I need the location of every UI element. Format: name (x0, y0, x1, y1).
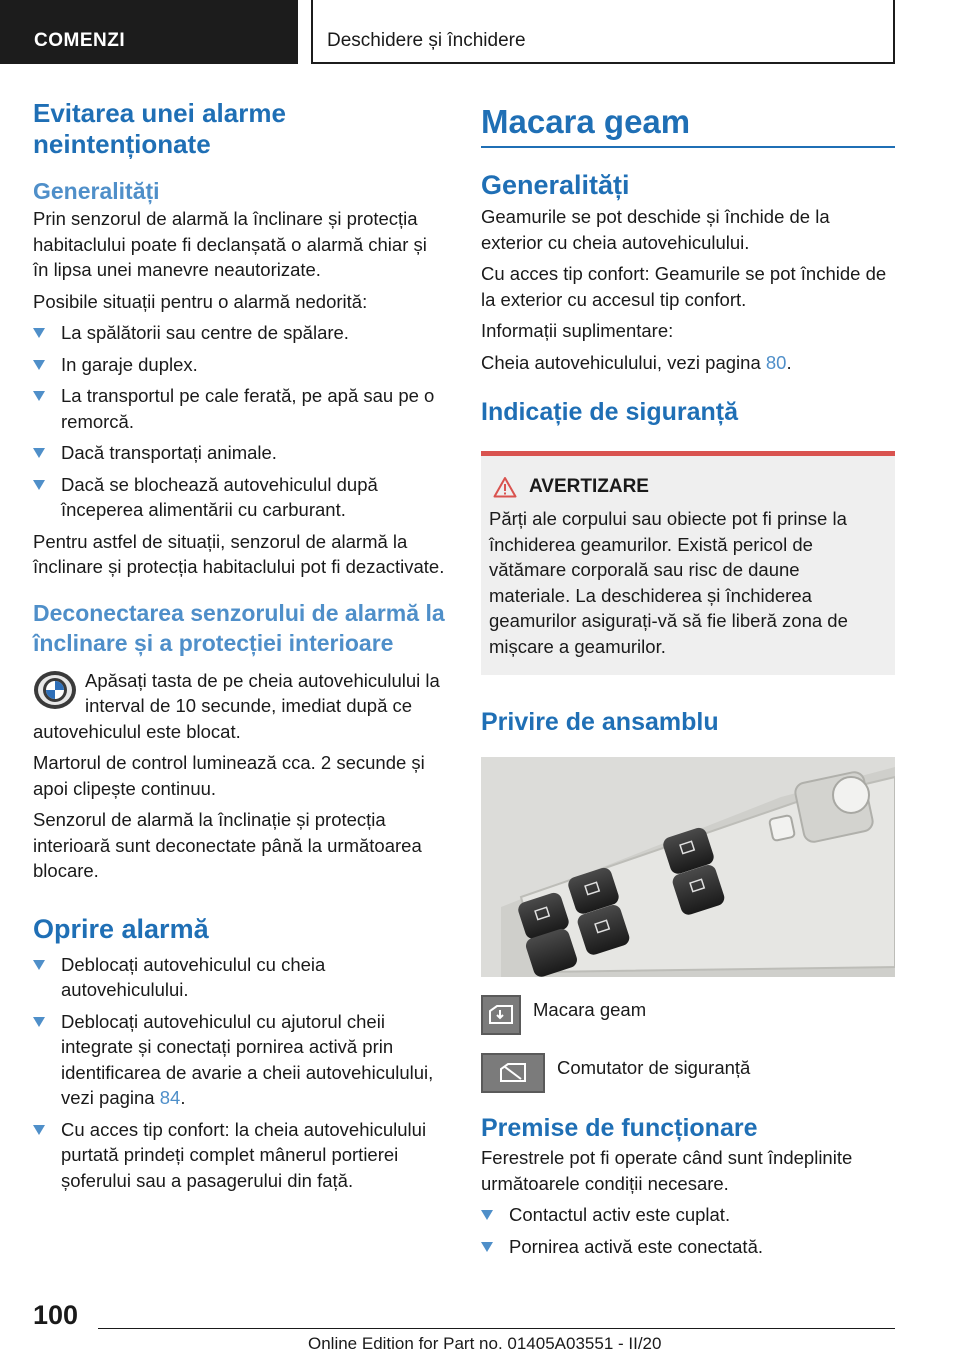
key-ref: Cheia autovehiculului, vezi pagina 80. (481, 351, 792, 373)
edition-text: Online Edition for Part no. 01405A03551 - II/20 (308, 1334, 662, 1353)
situations-list (33, 320, 445, 523)
warning-box (481, 451, 895, 675)
bullet-triangle-icon (33, 1017, 45, 1027)
deconnect-heading: Deconectarea senzorului de alarmă la înclinare și a protecției interioare (33, 599, 445, 656)
chapter-tab: Deschidere și închidere (311, 0, 895, 64)
list-item: Dacă se blochează autovehiculul după începerea alimentării cu carburant. (33, 472, 445, 523)
more-info-label: Informații suplimentare: (481, 320, 674, 341)
page-link-84[interactable]: 84 (159, 1087, 181, 1108)
window-lifter-icon (481, 995, 521, 1035)
window-switch-illustration (481, 757, 895, 977)
legend-label: Macara geam (533, 999, 647, 1020)
warning-text: Părți ale corpului sau obiecte pot fi prinse la închiderea geamurilor. Există pericol de vătămare corporală sau risc de daune materiale. La deschiderea și închiderea geamurilor asigurați-vă să fie liberă zona de mișcare a geamurilor. (489, 508, 848, 657)
safety-heading: Indicație de siguranță (481, 398, 739, 426)
page-header (0, 0, 960, 66)
list-item: La spălătorii sau centre de spălare. (33, 320, 445, 346)
bullet-triangle-icon (33, 328, 45, 338)
deconnect-text: Apăsați tasta de pe cheia autovehiculului la interval de 10 secunde, imediat după ce autovehiculul este blocat. (33, 669, 440, 742)
left-general-text: Prin senzorul de alarmă la înclinare și protecția habitaclului poate fi declanșată o alarmă chiar și în lipsa unei manevre neautorizate. (33, 208, 427, 280)
list-item: Deblocați autovehiculul cu ajutorul cheii integrate și conectați pornirea activă prin identificarea de avarie a cheii autovehiculului, vezi pagina 84. (33, 1009, 445, 1111)
list-item: Cu acces tip confort: la cheia autovehiculului purtată prindeți complet mânerul portierei șoferului sau a pasagerului din față. (33, 1117, 445, 1194)
section-tab: COMENZI (0, 0, 298, 64)
right-general-text-1: Geamurile se pot deschide și închide de la exterior cu cheia autovehiculului. (481, 206, 830, 253)
situations-intro: Posibile situații pentru o alarmă nedorită: (33, 290, 368, 312)
deconnect-paragraph (33, 668, 445, 745)
situations-outro: Pentru astfel de situații, senzorul de alarmă la înclinare și protecția habitaclului pot fi dezactivate. (33, 530, 445, 577)
list-item: In garaje duplex. (33, 352, 445, 378)
indicator-text: Martorul de control luminează cca. 2 secunde și apoi clipește continuu. (33, 752, 425, 799)
stop-alarm-list (33, 952, 445, 1194)
bullet-triangle-icon (33, 391, 45, 401)
left-general-heading: Generalități (33, 178, 160, 204)
bullet-triangle-icon (481, 1210, 493, 1220)
premise-heading: Premise de funcționare (481, 1114, 758, 1142)
left-section-title: Evitarea unei alarme neintenționate (33, 98, 286, 159)
right-general-text-2: Cu acces tip confort: Geamurile se pot închide de la exterior cu accesul tip confort. (481, 263, 887, 310)
car-key-icon (33, 670, 77, 710)
bullet-triangle-icon (481, 1242, 493, 1252)
list-item: Dacă transportați animale. (33, 440, 445, 466)
legend-item-safety-switch (481, 1053, 895, 1093)
disconnected-text: Senzorul de alarmă la înclinație și protecția interioară sunt deconectate până la următoarea blocare. (33, 809, 422, 881)
page-number: 100 (33, 1300, 79, 1330)
page-footer (0, 1290, 960, 1362)
right-section-title: Macara geam (481, 102, 895, 148)
bullet-triangle-icon (33, 360, 45, 370)
list-item: La transportul pe cale ferată, pe apă sau pe o remorcă. (33, 383, 445, 434)
premise-text: Ferestrele pot fi operate când sunt îndeplinite următoarele condiții necesare. (481, 1147, 853, 1194)
legend-item-window-lifter (481, 995, 895, 1035)
footer-divider (98, 1328, 895, 1329)
list-item: Contactul activ este cuplat. (481, 1202, 895, 1228)
legend-label: Comutator de siguranță (557, 1057, 751, 1078)
list-item: Deblocați autovehiculul cu cheia autovehiculului. (33, 952, 445, 1003)
bullet-triangle-icon (33, 960, 45, 970)
warning-triangle-icon (493, 476, 517, 498)
page-link-80[interactable]: 80 (765, 351, 787, 373)
bullet-triangle-icon (33, 448, 45, 458)
premise-list (481, 1202, 895, 1259)
left-column (33, 98, 445, 1193)
warning-title: AVERTIZARE (489, 476, 883, 498)
bullet-triangle-icon (33, 1125, 45, 1135)
list-item: Pornirea activă este conectată. (481, 1234, 895, 1260)
stop-alarm-heading: Oprire alarmă (33, 913, 209, 944)
right-column (481, 102, 895, 1259)
overview-heading: Privire de ansamblu (481, 708, 719, 736)
right-general-heading: Generalități (481, 170, 630, 200)
bullet-triangle-icon (33, 480, 45, 490)
window-switch-photo (481, 757, 895, 977)
safety-switch-icon (481, 1053, 545, 1093)
